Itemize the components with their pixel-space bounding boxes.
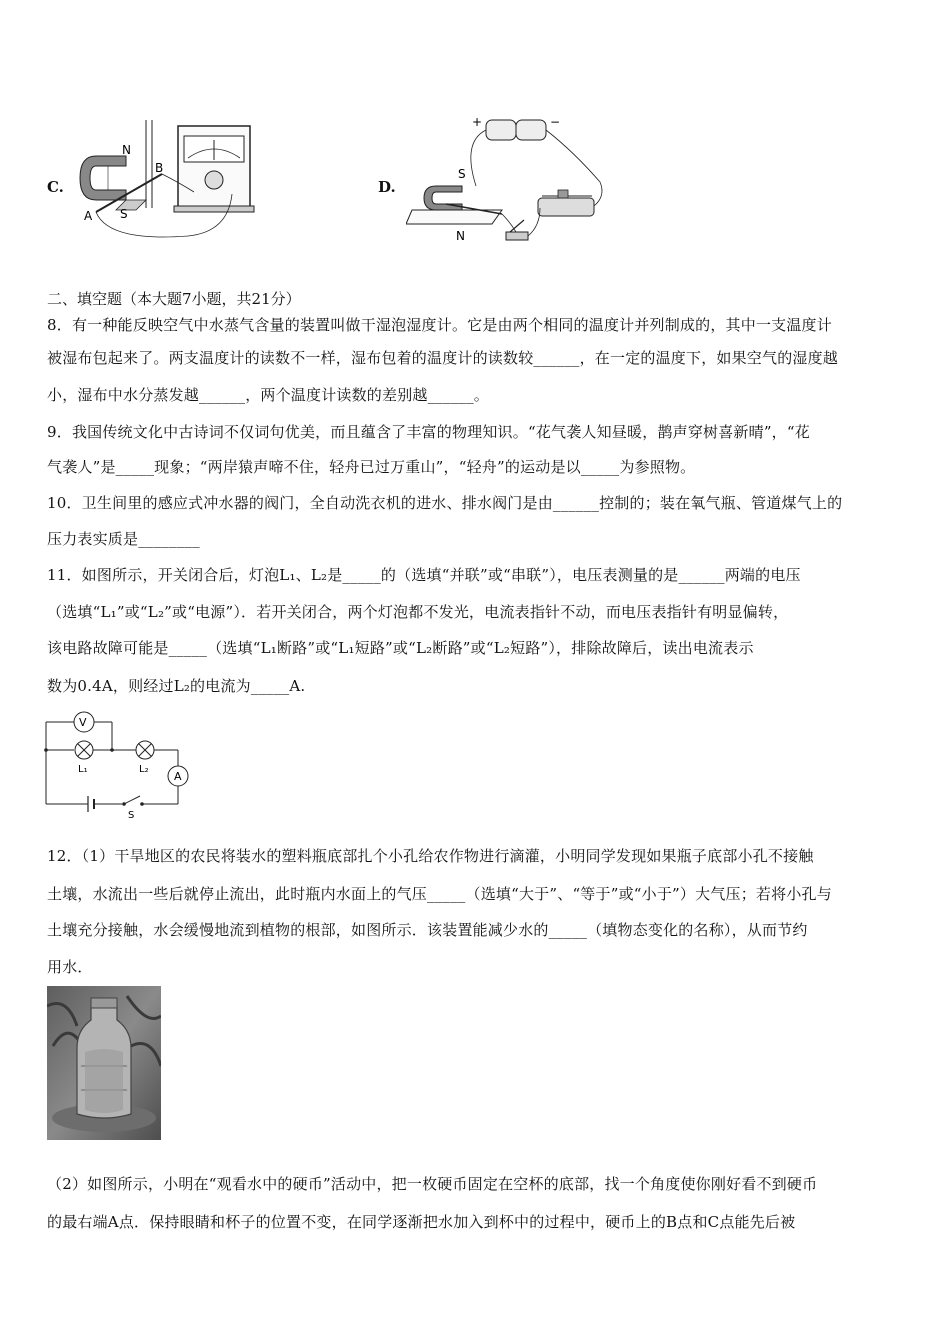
q9-line-2: 气袭人”是_____现象；“两岸猿声啼不住，轻舟已过万重山”，“轻舟”的运动是以_____为参照物。 bbox=[47, 458, 696, 476]
voltmeter-label: V bbox=[79, 716, 87, 729]
q11-line-2: （选填“L₁”或“L₂”或“电源”）．若开关闭合，两个灯泡都不发光，电流表指针不动，而电压表指针有明显偏转， bbox=[47, 603, 789, 621]
option-c-label: C. bbox=[47, 178, 64, 196]
ammeter-label: A bbox=[174, 770, 182, 783]
q11-line-1: 11．如图所示，开关闭合后，灯泡L₁、L₂是_____的（选填“并联”或“串联”），电压表测量的是______两端的电压 bbox=[47, 566, 801, 584]
q8-line-1: 8．有一种能反映空气中水蒸气含量的装置叫做干湿泡湿度计。它是由两个相同的温度计并列制成的，其中一支温度计 bbox=[47, 316, 832, 334]
switch-label: S bbox=[128, 810, 135, 818]
section-heading: 二、填空题（本大题7小题，共21分） bbox=[47, 290, 301, 308]
q10-line-2: 压力表实质是________ bbox=[47, 530, 200, 548]
d-n-label: N bbox=[456, 229, 465, 243]
d-minus-label: − bbox=[550, 115, 561, 129]
q12-line-4: 用水． bbox=[47, 958, 93, 976]
q8-line-3: 小，湿布中水分蒸发越______，两个温度计读数的差别越______。 bbox=[47, 386, 490, 404]
q11-line-3: 该电路故障可能是_____（选填“L₁断路”或“L₁短路”或“L₂断路”或“L₂短路”），排除故障后，读出电流表示 bbox=[47, 639, 754, 657]
c-a-label: A bbox=[84, 209, 93, 223]
option-c-figure bbox=[78, 118, 258, 246]
q8-line-2: 被湿布包起来了。两支温度计的读数不一样，湿布包着的温度计的读数较______，在一定的温度下，如果空气的湿度越 bbox=[47, 349, 839, 367]
bottle-photo bbox=[47, 986, 161, 1140]
c-s-label: S bbox=[120, 207, 128, 221]
l2-label: L₂ bbox=[139, 764, 149, 775]
q11-line-4: 数为0.4A，则经过L₂的电流为_____A. bbox=[47, 677, 306, 695]
q12-line-3: 土壤充分接触，水会缓慢地流到植物的根部，如图所示．该装置能减少水的_____（填物态变化的名称），从而节约 bbox=[47, 921, 808, 939]
d-plus-label: + bbox=[472, 115, 483, 129]
q9-line-1: 9．我国传统文化中古诗词不仅词句优美，而且蕴含了丰富的物理知识。“花气袭人知昼暖，鹊声穿树喜新晴”，“花 bbox=[47, 423, 810, 441]
q12-line-2: 土壤，水流出一些后就停止流出，此时瓶内水面上的气压_____（选填“大于”、“等于”或“小于”）大气压；若将小孔与 bbox=[47, 885, 832, 903]
circuit-diagram bbox=[44, 706, 194, 818]
option-d-figure bbox=[406, 112, 612, 250]
q12-part2-line-2: 的最右端A点．保持眼睛和杯子的位置不变，在同学逐渐把水加入到杯中的过程中，硬币上的B点和C点能先后被 bbox=[47, 1213, 796, 1231]
q12-part2-line-1: （2）如图所示，小明在“观看水中的硬币”活动中，把一枚硬币固定在空杯的底部，找一个角度使你刚好看不到硬币 bbox=[47, 1175, 818, 1193]
c-n-label: N bbox=[122, 143, 131, 157]
d-s-label: S bbox=[458, 167, 466, 181]
option-d-label: D. bbox=[378, 178, 396, 196]
q12-line-1: 12．（1）干旱地区的农民将装水的塑料瓶底部扎个小孔给农作物进行滴灌，小明同学发现如果瓶子底部小孔不接触 bbox=[47, 847, 814, 865]
l1-label: L₁ bbox=[78, 764, 88, 775]
c-b-label: B bbox=[155, 161, 164, 175]
q10-line-1: 10．卫生间里的感应式冲水器的阀门，全自动洗衣机的进水、排水阀门是由______控制的；装在氧气瓶、管道煤气上的 bbox=[47, 494, 843, 512]
